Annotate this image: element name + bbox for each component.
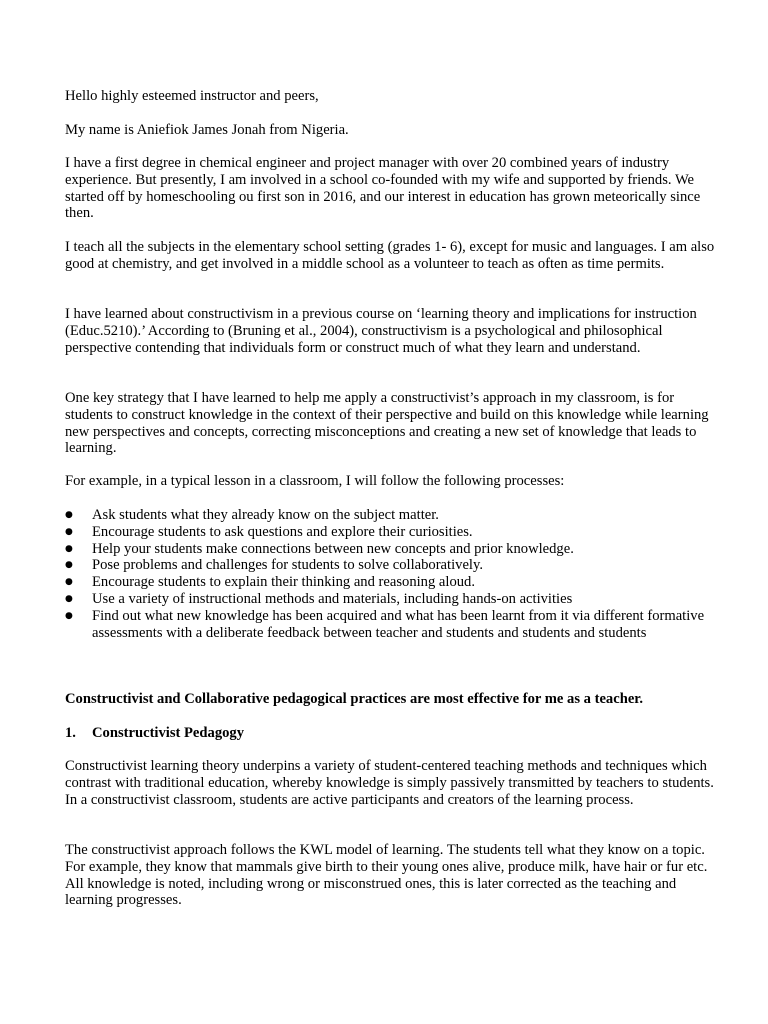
background-paragraph: I have a first degree in chemical engineer and project manager with over 20 combined years of industry experience. But presently, I am involved in a school co-founded with my wife and supported by friends. We started off by homeschooling ou first son in 2016, and our interest in education has grown meteorically since then. — [65, 155, 701, 222]
greeting: Hello highly esteemed instructor and peers, — [65, 88, 319, 104]
bold-statement: Constructivist and Collaborative pedagogical practices are most effective for me as a teacher. — [65, 691, 644, 707]
list-item — [65, 541, 725, 558]
bullet-icon: ● — [65, 577, 73, 588]
section-heading — [65, 725, 244, 742]
list-item — [65, 591, 725, 608]
section-title: Constructivist Pedagogy — [92, 725, 245, 741]
process-bullet-list — [65, 507, 725, 641]
bullet-icon: ● — [65, 510, 73, 520]
section-number: 1. — [65, 725, 76, 741]
strategy-paragraph: One key strategy that I have learned to help me apply a constructivist’s approach in my classroom, is for students to construct knowledge in the context of their perspective and build on this knowledge while learning new perspectives and concepts, correcting misconceptions and creating a new set of knowledge that leads to learning. — [65, 390, 709, 457]
list-item — [65, 524, 725, 541]
intro-paragraph: My name is Aniefiok James Jonah from Nigeria. — [65, 122, 349, 138]
list-item-text: Encourage students to explain their thinking and reasoning aloud. — [92, 574, 475, 591]
bullet-icon: ● — [65, 526, 73, 537]
list-item — [65, 557, 725, 574]
list-item-text: Find out what new knowledge has been acquired and what has been learnt from it via different formative assessments with a deliberate feedback between teacher and students and students and students — [92, 607, 705, 641]
list-item-text: Use a variety of instructional methods and materials, including hands-on activities — [92, 590, 573, 607]
list-item — [65, 608, 725, 642]
list-item-text: Encourage students to ask questions and explore their curiosities. — [92, 523, 473, 540]
list-item-text: Help your students make connections between new concepts and prior knowledge. — [92, 540, 574, 557]
pedagogy-paragraph: Constructivist learning theory underpins a variety of student-centered teaching methods and techniques which contrast with traditional education, whereby knowledge is simply passively transmitted by teachers to students. In a constructivist classroom, students are active participants and creators of the learning process. — [65, 758, 714, 808]
bullet-icon: ● — [65, 593, 73, 604]
example-paragraph: For example, in a typical lesson in a classroom, I will follow the following processes: — [65, 473, 565, 489]
kwl-paragraph: The constructivist approach follows the KWL model of learning. The students tell what they know on a topic. For example, they know that mammals give birth to their young ones alive, produce milk, have hair or fur etc. All knowledge is noted, including wrong or misconstrued ones, this is later corrected as the teaching and learning progresses. — [65, 842, 708, 909]
teaching-paragraph: I teach all the subjects in the elementary school setting (grades 1- 6), except for music and languages. I am also good at chemistry, and get involved in a middle school as a volunteer to teach as often as time permits. — [65, 239, 715, 272]
bullet-icon: ● — [65, 610, 73, 621]
bullet-icon: ● — [65, 560, 73, 571]
constructivism-paragraph: I have learned about constructivism in a previous course on ‘learning theory and implications for instruction (Educ.5210).’ According to (Bruning et al., 2004), constructivism is a psychological and philosophical perspective contending that individuals form or construct much of what they learn and understand. — [65, 306, 697, 356]
list-item — [65, 507, 725, 524]
list-item — [65, 574, 725, 591]
list-item-text: Ask students what they already know on the subject matter. — [92, 507, 439, 523]
bullet-icon: ● — [65, 543, 73, 554]
list-item-text: Pose problems and challenges for students to solve collaboratively. — [92, 557, 483, 574]
